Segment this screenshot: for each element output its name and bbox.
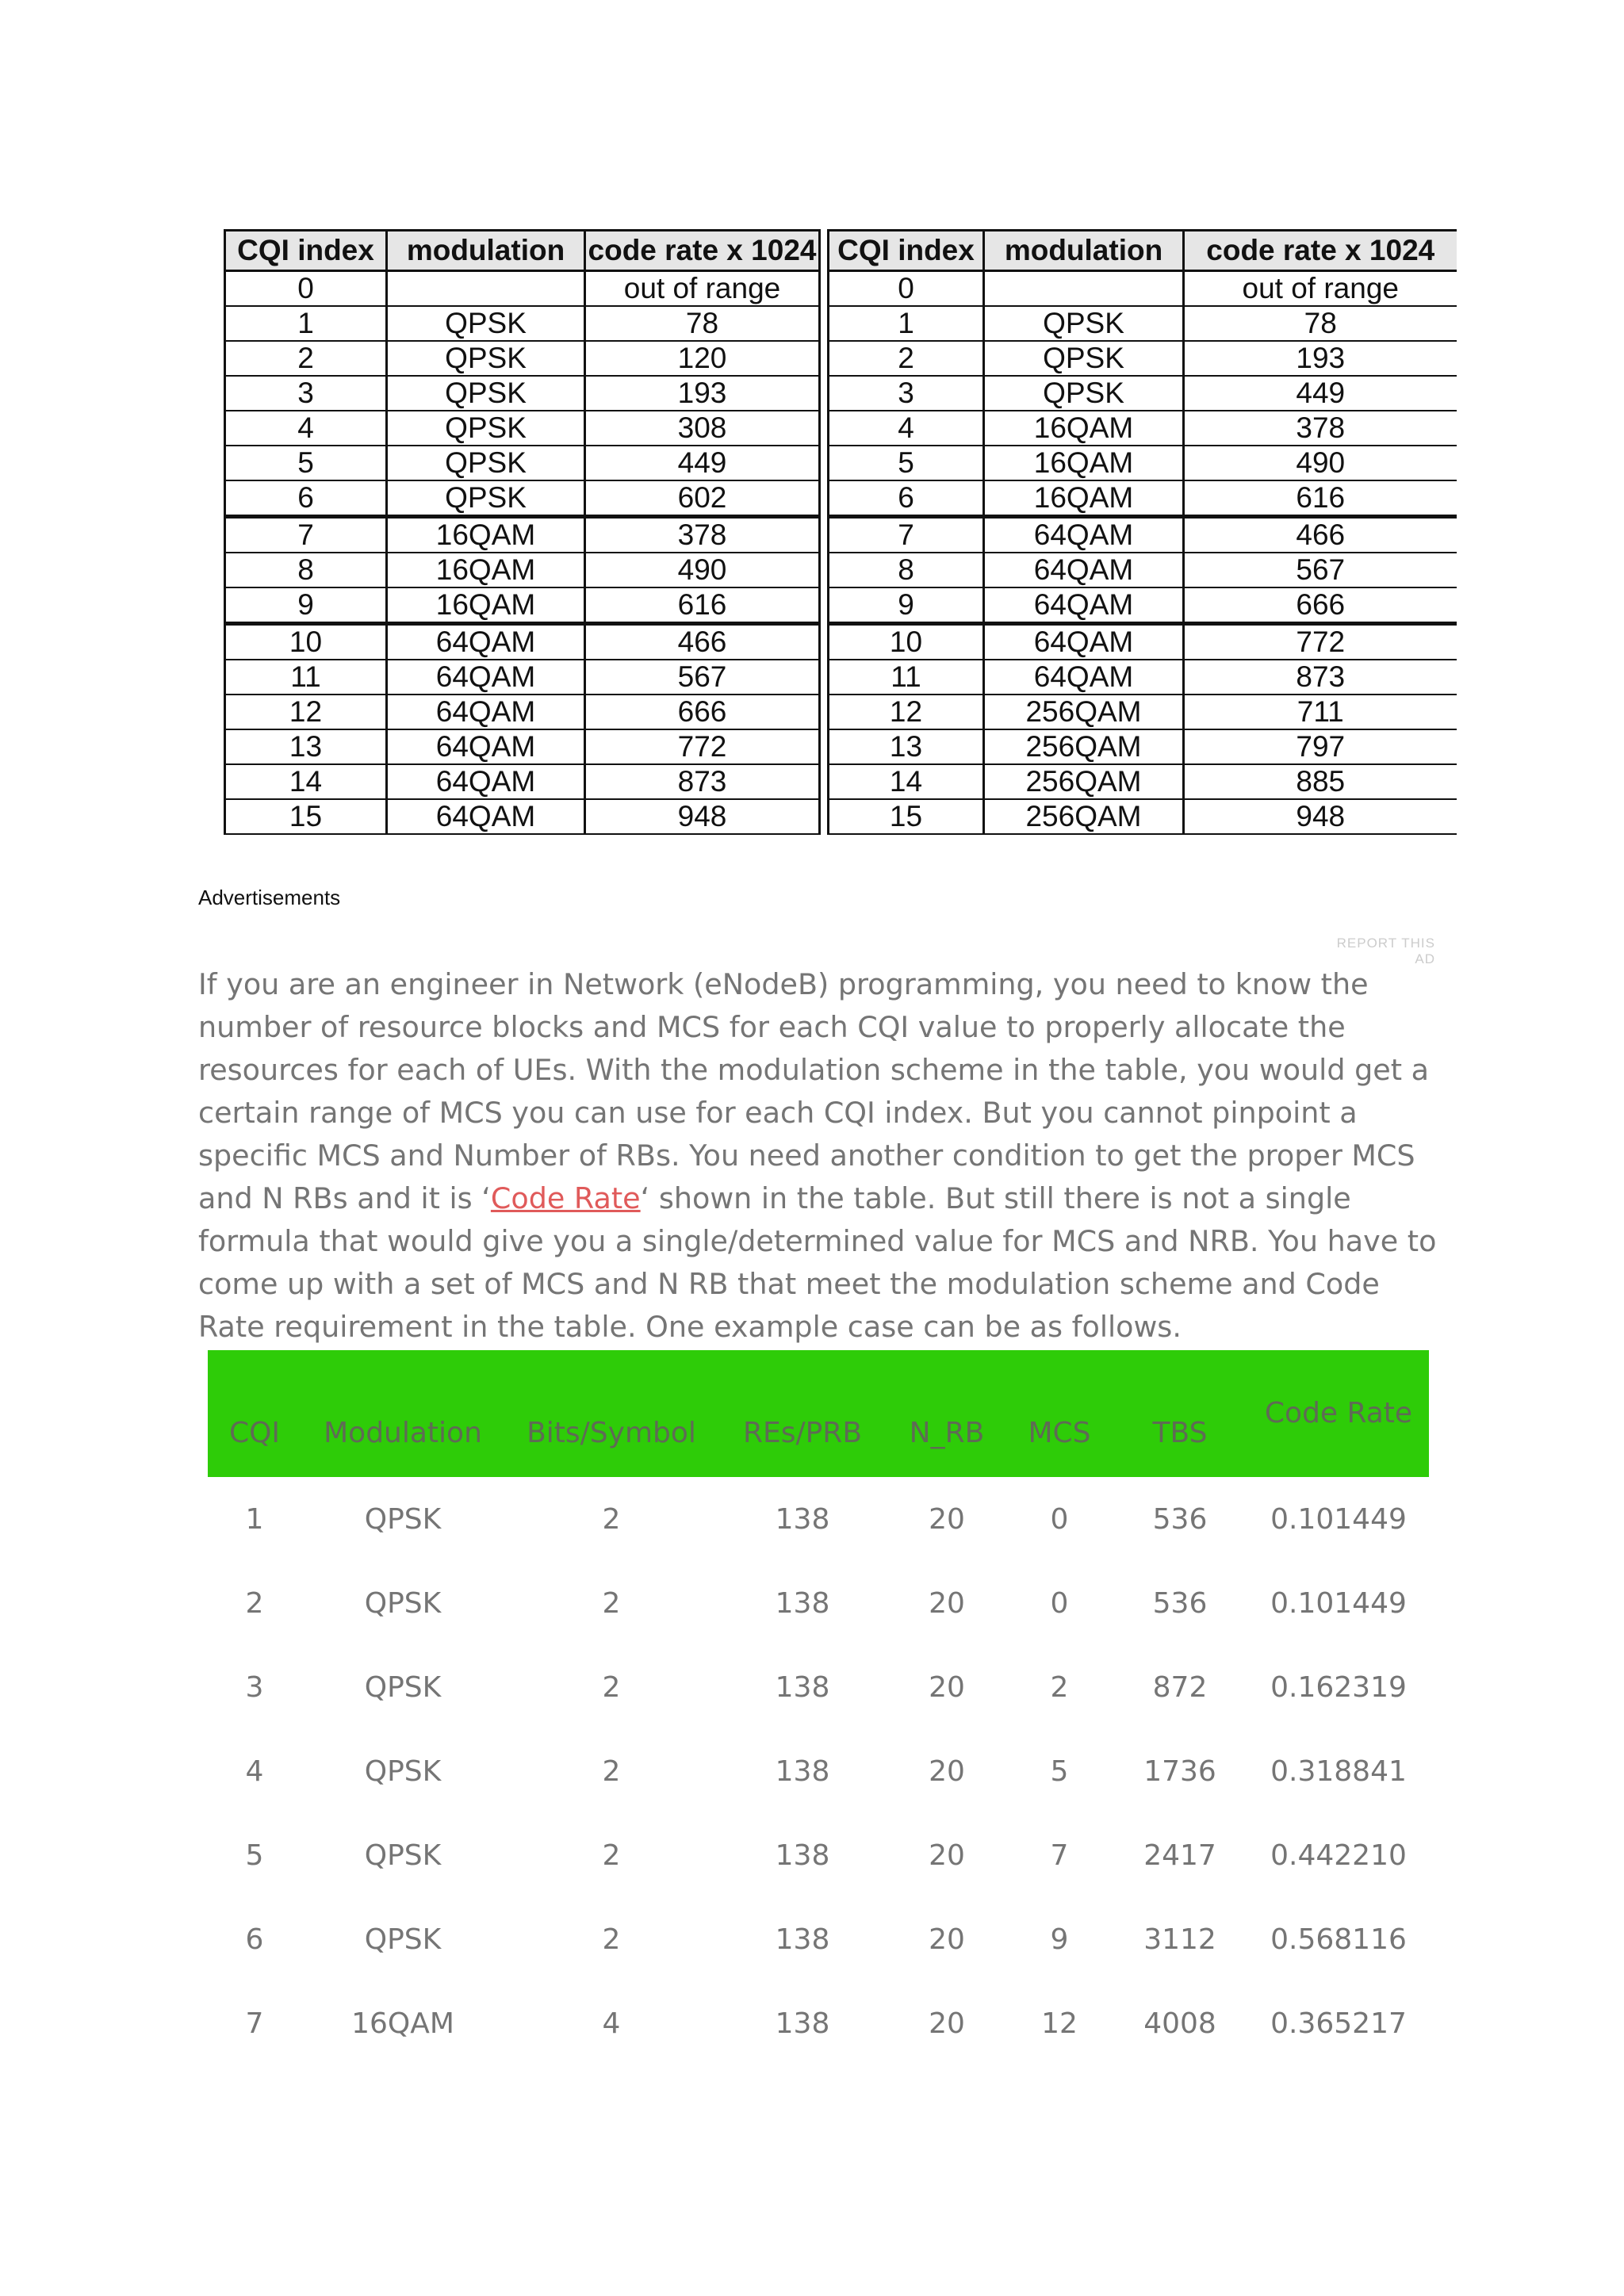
code-rate-cell: 885 xyxy=(1184,764,1457,799)
mcs-cell: 7 xyxy=(1050,1839,1069,1872)
modulation-cell xyxy=(387,271,585,307)
cqi-table-row xyxy=(225,553,820,587)
bits-symbol-cell: 2 xyxy=(602,1502,621,1536)
cqi-table-row xyxy=(225,306,820,341)
header-cqi-index: CQI index xyxy=(225,231,387,271)
code-rate-link[interactable]: Code Rate xyxy=(490,1181,641,1215)
modulation-cell: QPSK xyxy=(984,376,1184,411)
n-rb-cell: 20 xyxy=(929,1755,965,1788)
modulation-cell: 256QAM xyxy=(984,729,1184,764)
code-rate-cell: 0.101449 xyxy=(1270,1586,1407,1620)
code-rate-cell: 466 xyxy=(1184,517,1457,553)
code-rate-cell: 797 xyxy=(1184,729,1457,764)
code-rate-cell: 666 xyxy=(585,695,820,729)
cqi-table-row xyxy=(829,695,1457,729)
cqi-table-row xyxy=(829,729,1457,764)
article-text-before: If you are an engineer in Network (eNodeB) programming, you need to know the number of resource blocks and MCS for each CQI value to properly allocate the resources for each of UEs. With the modulation scheme in the table, you would get a certain range of MCS you can use for each CQI index. But you cannot pinpoint a specific MCS and Number of RBs. You need another condition to get the proper MCS and N RBs and it is ‘ xyxy=(198,967,1429,1215)
header-code-rate: code rate x 1024 xyxy=(1184,231,1457,271)
cqi-index-cell: 6 xyxy=(829,480,984,517)
tbs-cell: 536 xyxy=(1152,1502,1208,1536)
article-paragraph xyxy=(198,963,1451,1349)
code-rate-cell: 616 xyxy=(585,587,820,624)
modulation-cell: 64QAM xyxy=(984,517,1184,553)
cqi-index-cell: 14 xyxy=(829,764,984,799)
code-rate-cell: 0.162319 xyxy=(1270,1670,1407,1704)
modulation-cell: 16QAM xyxy=(387,517,585,553)
bits-symbol-cell: 2 xyxy=(602,1839,621,1872)
cqi-index-cell: 3 xyxy=(225,376,387,411)
cqi-cell: 6 xyxy=(245,1923,264,1956)
cqi-table-row xyxy=(829,553,1457,587)
modulation-cell: 64QAM xyxy=(387,729,585,764)
modulation-cell: QPSK xyxy=(984,306,1184,341)
code-rate-cell: 567 xyxy=(1184,553,1457,587)
tbs-cell: 3112 xyxy=(1143,1923,1216,1956)
code-rate-cell: 490 xyxy=(1184,446,1457,480)
modulation-cell: 16QAM xyxy=(984,480,1184,517)
modulation-cell: QPSK xyxy=(364,1502,442,1536)
modulation-cell: 64QAM xyxy=(984,624,1184,660)
cqi-index-cell: 13 xyxy=(225,729,387,764)
cqi-table-row xyxy=(829,446,1457,480)
mcs-header-label: Modulation xyxy=(324,1417,482,1449)
cqi-index-cell: 12 xyxy=(225,695,387,729)
modulation-cell: 64QAM xyxy=(387,799,585,834)
cqi-table-row xyxy=(829,660,1457,695)
modulation-cell: QPSK xyxy=(387,411,585,446)
n-rb-cell: 20 xyxy=(929,2007,965,2040)
cqi-cell: 5 xyxy=(245,1839,264,1872)
cqi-table-row xyxy=(829,517,1457,553)
modulation-cell xyxy=(984,271,1184,307)
modulation-cell: 256QAM xyxy=(984,764,1184,799)
cqi-table-header-row xyxy=(829,231,1457,271)
cqi-index-cell: 10 xyxy=(829,624,984,660)
code-rate-cell: 449 xyxy=(585,446,820,480)
mcs-table-row xyxy=(208,1561,1429,1645)
cqi-index-cell: 9 xyxy=(829,587,984,624)
modulation-cell: 16QAM xyxy=(984,446,1184,480)
cqi-cell: 3 xyxy=(245,1670,264,1704)
cqi-index-cell: 13 xyxy=(829,729,984,764)
code-rate-cell: 602 xyxy=(585,480,820,517)
cqi-table-row xyxy=(829,411,1457,446)
n-rb-cell: 20 xyxy=(929,1502,965,1536)
cqi-index-cell: 8 xyxy=(829,553,984,587)
code-rate-cell: 78 xyxy=(1184,306,1457,341)
code-rate-cell: 193 xyxy=(1184,341,1457,376)
cqi-index-cell: 15 xyxy=(225,799,387,834)
cqi-index-cell: 15 xyxy=(829,799,984,834)
code-rate-cell: 490 xyxy=(585,553,820,587)
advertisements-label: Advertisements xyxy=(198,886,341,909)
cqi-table-row xyxy=(829,341,1457,376)
cqi-index-cell: 6 xyxy=(225,480,387,517)
modulation-cell: QPSK xyxy=(387,341,585,376)
cqi-index-cell: 3 xyxy=(829,376,984,411)
modulation-cell: QPSK xyxy=(364,1586,442,1620)
mcs-table-row xyxy=(208,1477,1429,1561)
code-rate-cell: out of range xyxy=(1184,271,1457,307)
cqi-table-row xyxy=(225,517,820,553)
mcs-header-label: Bits/Symbol xyxy=(527,1417,696,1449)
modulation-cell: 16QAM xyxy=(984,411,1184,446)
cqi-cell: 7 xyxy=(245,2007,264,2040)
code-rate-cell: 466 xyxy=(585,624,820,660)
res-prb-cell: 138 xyxy=(775,1923,830,1956)
header-cqi-index: CQI index xyxy=(829,231,984,271)
n-rb-cell: 20 xyxy=(929,1586,965,1620)
mcs-header-label: CQI xyxy=(228,1417,281,1449)
cqi-table-row xyxy=(225,660,820,695)
header-code-rate: code rate x 1024 xyxy=(585,231,820,271)
cqi-table-row xyxy=(225,411,820,446)
cqi-tables-image xyxy=(224,229,1457,835)
cqi-index-cell: 10 xyxy=(225,624,387,660)
code-rate-cell: 0.568116 xyxy=(1270,1923,1407,1956)
cqi-cell: 2 xyxy=(245,1586,264,1620)
code-rate-cell: 449 xyxy=(1184,376,1457,411)
cqi-table-row xyxy=(225,480,820,517)
cqi-table-row xyxy=(225,799,820,834)
cqi-table-row xyxy=(829,376,1457,411)
code-rate-cell: 567 xyxy=(585,660,820,695)
res-prb-cell: 138 xyxy=(775,1755,830,1788)
res-prb-cell: 138 xyxy=(775,1670,830,1704)
cqi-index-cell: 7 xyxy=(225,517,387,553)
bits-symbol-cell: 2 xyxy=(602,1586,621,1620)
mcs-header-modulation xyxy=(301,1350,504,1477)
bits-symbol-cell: 2 xyxy=(602,1923,621,1956)
mcs-table-row xyxy=(208,1729,1429,1813)
cqi-table-row xyxy=(829,799,1457,834)
mcs-header-n-rb xyxy=(887,1350,1007,1477)
mcs-header-label: MCS xyxy=(1028,1417,1091,1449)
modulation-cell: QPSK xyxy=(387,306,585,341)
cqi-table-header-row xyxy=(225,231,820,271)
mcs-cell: 0 xyxy=(1050,1586,1069,1620)
cqi-cell: 1 xyxy=(245,1502,264,1536)
cqi-index-cell: 0 xyxy=(225,271,387,307)
mcs-cell: 9 xyxy=(1050,1923,1069,1956)
code-rate-cell: 873 xyxy=(585,764,820,799)
code-rate-cell: 308 xyxy=(585,411,820,446)
cqi-index-cell: 7 xyxy=(829,517,984,553)
modulation-cell: QPSK xyxy=(364,1755,442,1788)
cqi-index-cell: 9 xyxy=(225,587,387,624)
mcs-header-cqi xyxy=(208,1350,301,1477)
tbs-cell: 4008 xyxy=(1143,2007,1216,2040)
cqi-index-cell: 8 xyxy=(225,553,387,587)
cqi-table-row xyxy=(829,764,1457,799)
modulation-cell: 64QAM xyxy=(984,587,1184,624)
res-prb-cell: 138 xyxy=(775,1839,830,1872)
code-rate-cell: 772 xyxy=(585,729,820,764)
code-rate-cell: 78 xyxy=(585,306,820,341)
mcs-cell: 5 xyxy=(1050,1755,1069,1788)
mcs-header-label: Code Rate xyxy=(1264,1397,1413,1429)
modulation-cell: 16QAM xyxy=(387,587,585,624)
modulation-cell: QPSK xyxy=(984,341,1184,376)
mcs-header-label: N_RB xyxy=(909,1417,985,1449)
code-rate-cell: 0.365217 xyxy=(1270,2007,1407,2040)
tbs-cell: 2417 xyxy=(1143,1839,1216,1872)
code-rate-cell: 873 xyxy=(1184,660,1457,695)
cqi-index-cell: 4 xyxy=(225,411,387,446)
tbs-cell: 1736 xyxy=(1143,1755,1216,1788)
tbs-cell: 872 xyxy=(1152,1670,1208,1704)
tbs-cell: 536 xyxy=(1152,1586,1208,1620)
modulation-cell: QPSK xyxy=(387,446,585,480)
code-rate-cell: 193 xyxy=(585,376,820,411)
mcs-table-row xyxy=(208,1813,1429,1897)
cqi-table-row xyxy=(225,764,820,799)
mcs-header-label: REs/PRB xyxy=(742,1417,863,1449)
mcs-header-label: TBS xyxy=(1152,1417,1208,1449)
mcs-table-row xyxy=(208,1645,1429,1729)
mcs-cell: 12 xyxy=(1041,2007,1078,2040)
cqi-index-cell: 4 xyxy=(829,411,984,446)
modulation-cell: 64QAM xyxy=(387,660,585,695)
code-rate-cell: 0.318841 xyxy=(1270,1755,1407,1788)
bits-symbol-cell: 4 xyxy=(602,2007,621,2040)
modulation-cell: 256QAM xyxy=(984,695,1184,729)
cqi-table-row xyxy=(225,587,820,624)
modulation-cell: 256QAM xyxy=(984,799,1184,834)
mcs-header-mcs xyxy=(1007,1350,1112,1477)
bits-symbol-cell: 2 xyxy=(602,1670,621,1704)
modulation-cell: 64QAM xyxy=(387,695,585,729)
mcs-cell: 0 xyxy=(1050,1502,1069,1536)
cqi-cell: 4 xyxy=(245,1755,264,1788)
cqi-index-cell: 0 xyxy=(829,271,984,307)
header-modulation: modulation xyxy=(984,231,1184,271)
cqi-table-row xyxy=(225,271,820,307)
code-rate-cell: 948 xyxy=(585,799,820,834)
code-rate-cell: out of range xyxy=(585,271,820,307)
modulation-cell: QPSK xyxy=(364,1839,442,1872)
modulation-cell: 64QAM xyxy=(387,624,585,660)
cqi-table-right xyxy=(827,229,1457,835)
cqi-table-row xyxy=(225,729,820,764)
header-modulation: modulation xyxy=(387,231,585,271)
article-text-after: ‘ shown in the table. But still there is not a single formula that would give you a single/determined value for MCS and NRB. You have to come up with a set of MCS and N RB that meet the modulation scheme and Code Rate requirement in the table. One example case can be as follows. xyxy=(198,1181,1437,1344)
modulation-cell: 16QAM xyxy=(351,2007,454,2040)
mcs-table-header-row xyxy=(208,1350,1429,1477)
cqi-table-row xyxy=(225,341,820,376)
modulation-cell: 64QAM xyxy=(984,660,1184,695)
modulation-cell: QPSK xyxy=(364,1670,442,1704)
code-rate-cell: 120 xyxy=(585,341,820,376)
report-ad-link[interactable]: REPORT THIS AD xyxy=(1336,936,1435,966)
cqi-index-cell: 11 xyxy=(829,660,984,695)
cqi-index-cell: 2 xyxy=(225,341,387,376)
cqi-index-cell: 14 xyxy=(225,764,387,799)
modulation-cell: 16QAM xyxy=(387,553,585,587)
cqi-table-row xyxy=(829,271,1457,307)
mcs-header-bits-symbol xyxy=(504,1350,718,1477)
code-rate-cell: 0.101449 xyxy=(1270,1502,1407,1536)
mcs-example-table xyxy=(208,1350,1429,2065)
cqi-index-cell: 2 xyxy=(829,341,984,376)
n-rb-cell: 20 xyxy=(929,1839,965,1872)
modulation-cell: 64QAM xyxy=(984,553,1184,587)
cqi-index-cell: 1 xyxy=(829,306,984,341)
cqi-index-cell: 11 xyxy=(225,660,387,695)
modulation-cell: 64QAM xyxy=(387,764,585,799)
code-rate-cell: 616 xyxy=(1184,480,1457,517)
cqi-table-row xyxy=(225,695,820,729)
cqi-table-row xyxy=(829,624,1457,660)
cqi-table-row xyxy=(829,306,1457,341)
cqi-index-cell: 1 xyxy=(225,306,387,341)
mcs-header-res-prb xyxy=(718,1350,887,1477)
code-rate-cell: 378 xyxy=(1184,411,1457,446)
modulation-cell: QPSK xyxy=(364,1923,442,1956)
code-rate-cell: 711 xyxy=(1184,695,1457,729)
cqi-table-row xyxy=(225,624,820,660)
res-prb-cell: 138 xyxy=(775,1586,830,1620)
code-rate-cell: 666 xyxy=(1184,587,1457,624)
res-prb-cell: 138 xyxy=(775,1502,830,1536)
modulation-cell: QPSK xyxy=(387,480,585,517)
mcs-table-row xyxy=(208,1981,1429,2065)
n-rb-cell: 20 xyxy=(929,1923,965,1956)
cqi-index-cell: 5 xyxy=(225,446,387,480)
code-rate-cell: 378 xyxy=(585,517,820,553)
cqi-table-left xyxy=(224,229,821,835)
n-rb-cell: 20 xyxy=(929,1670,965,1704)
code-rate-cell: 772 xyxy=(1184,624,1457,660)
cqi-table-row xyxy=(829,587,1457,624)
mcs-cell: 2 xyxy=(1050,1670,1069,1704)
mcs-table-row xyxy=(208,1897,1429,1981)
cqi-table-row xyxy=(225,446,820,480)
cqi-table-row xyxy=(225,376,820,411)
mcs-header-code-rate xyxy=(1248,1350,1429,1477)
cqi-index-cell: 12 xyxy=(829,695,984,729)
modulation-cell: QPSK xyxy=(387,376,585,411)
mcs-header-tbs xyxy=(1112,1350,1248,1477)
cqi-table-row xyxy=(829,480,1457,517)
bits-symbol-cell: 2 xyxy=(602,1755,621,1788)
code-rate-cell: 0.442210 xyxy=(1270,1839,1407,1872)
code-rate-cell: 948 xyxy=(1184,799,1457,834)
res-prb-cell: 138 xyxy=(775,2007,830,2040)
cqi-index-cell: 5 xyxy=(829,446,984,480)
